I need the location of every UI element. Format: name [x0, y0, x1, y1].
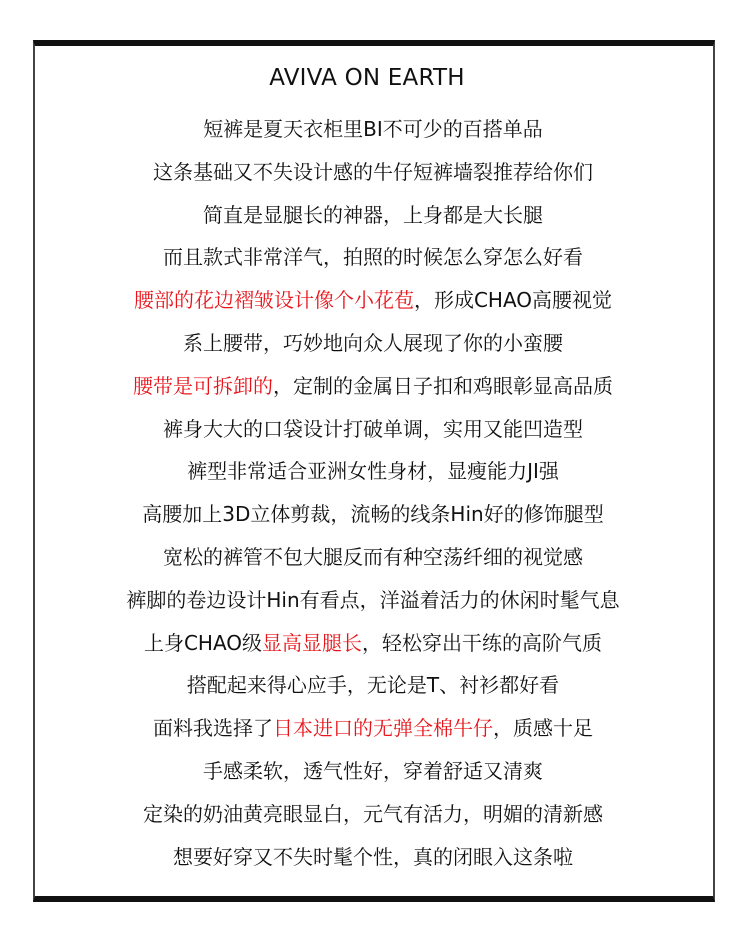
highlight-text: 腰带是可拆卸的 [133, 373, 273, 398]
line-text: 简直是显腿长的神器，上身都是大长腿 [203, 202, 543, 227]
description-line [0, 155, 746, 198]
line-text: 想要好穿又不失时髦个性，真的闭眼入这条啦 [173, 844, 573, 869]
description-line [0, 626, 746, 669]
description-line [0, 412, 746, 455]
description-line [0, 198, 746, 241]
description-line [0, 540, 746, 583]
description-line [0, 112, 746, 155]
line-text: ，形成CHAO高腰视觉 [413, 288, 613, 313]
description-line [0, 754, 746, 797]
line-text: 面料我选择了 [153, 716, 273, 741]
description-line [0, 454, 746, 497]
line-text: 定染的奶油黄亮眼显白，元气有活力，明媚的清新感 [143, 801, 603, 826]
highlight-text: 腰部的花边褶皱设计像个小花苞 [133, 288, 414, 313]
line-text: ，轻松穿出干练的高阶气质 [362, 630, 603, 655]
highlight-text: 日本进口的无弹全棉牛仔 [273, 716, 493, 741]
line-text: ，定制的金属日子扣和鸡眼彰显高品质 [273, 373, 613, 398]
line-text: 上身CHAO级 [143, 630, 263, 655]
line-text: 裤脚的卷边设计Hin有看点，洋溢着活力的休闲时髦气息 [126, 587, 620, 612]
description-lines [0, 112, 746, 882]
line-text: 而且款式非常洋气，拍照的时候怎么穿怎么好看 [163, 245, 583, 270]
document-title: AVIVA ON EARTH [269, 65, 465, 91]
description-line [0, 283, 746, 326]
line-text: 宽松的裤管不包大腿反而有种空荡纤细的视觉感 [163, 544, 583, 569]
line-text: 高腰加上3D立体剪裁，流畅的线条Hin好的修饰腿型 [142, 502, 604, 527]
line-text: 搭配起来得心应手，无论是T、衬衫都好看 [186, 673, 560, 698]
description-line [0, 668, 746, 711]
description-line [0, 840, 746, 883]
description-line [0, 797, 746, 840]
line-text: 这条基础又不失设计感的牛仔短裤墙裂推荐给你们 [153, 159, 593, 184]
description-line [0, 240, 746, 283]
description-line [0, 711, 746, 754]
description-line [0, 369, 746, 412]
line-text: 裤型非常适合亚洲女性身材，显瘦能力JI强 [187, 459, 559, 484]
description-line [0, 497, 746, 540]
line-text: 裤身大大的口袋设计打破单调，实用又能凹造型 [163, 416, 583, 441]
line-text: ，质感十足 [493, 716, 593, 741]
description-line [0, 583, 746, 626]
line-text: 系上腰带，巧妙地向众人展现了你的小蛮腰 [183, 330, 563, 355]
highlight-text: 显高显腿长 [262, 630, 363, 655]
line-text: 短裤是夏天衣柜里BI不可少的百搭单品 [203, 117, 543, 141]
description-line [0, 326, 746, 369]
line-text: 手感柔软，透气性好，穿着舒适又清爽 [203, 758, 543, 783]
